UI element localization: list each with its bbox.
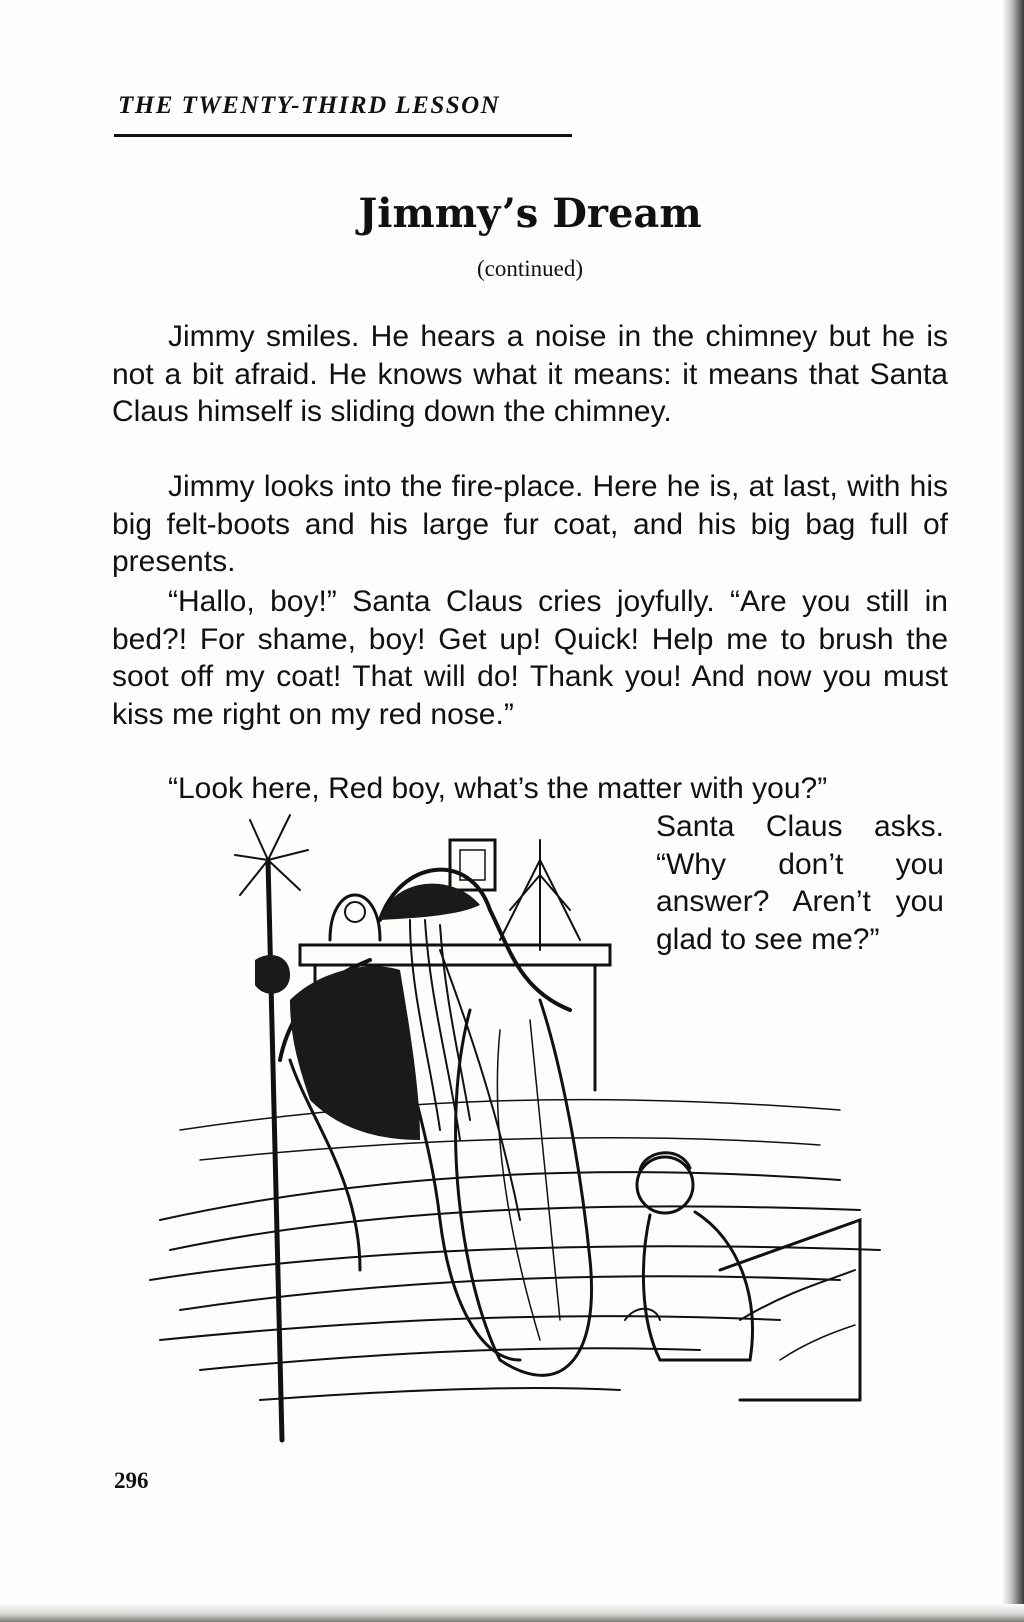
page-edge-shadow-bottom — [0, 1604, 1024, 1622]
lesson-header: THE TWENTY-THIRD LESSON — [118, 92, 501, 119]
paragraph-2: Jimmy looks into the fire-place. Here he is, at last, with his big felt-boots and his large fur coat, and his big bag full of presents. — [112, 470, 948, 578]
santa-illustration — [140, 800, 940, 1450]
paragraph-3: “Hallo, boy!” Santa Claus cries joyfully. “Are you still in bed?! For shame, boy! Get up! Quick! Help me to brush the soot off my coat! That will do! Thank you! And now you must kiss me right on my red nose.” — [112, 585, 948, 731]
header-rule — [114, 134, 572, 137]
side-line-4: glad to see me?” — [656, 922, 880, 956]
side-line-1: Santa Claus asks. — [656, 810, 944, 843]
paragraph-4: “Look here, Red boy, what’s the matter with you?” — [168, 772, 828, 805]
page-number: 296 — [114, 1468, 149, 1493]
side-line-2: “Why don’t you — [656, 847, 944, 881]
page-edge-shadow-right — [1002, 0, 1024, 1622]
side-line-3: answer? Aren’t you — [656, 885, 944, 918]
story-subtitle: (continued) — [476, 256, 583, 281]
story-title: Jimmy’s Dream — [358, 190, 702, 237]
paragraph-1: Jimmy smiles. He hears a noise in the chimney but he is not a bit afraid. He knows what it means: it means that Santa Claus himself is sliding down the chimney. — [112, 320, 948, 428]
